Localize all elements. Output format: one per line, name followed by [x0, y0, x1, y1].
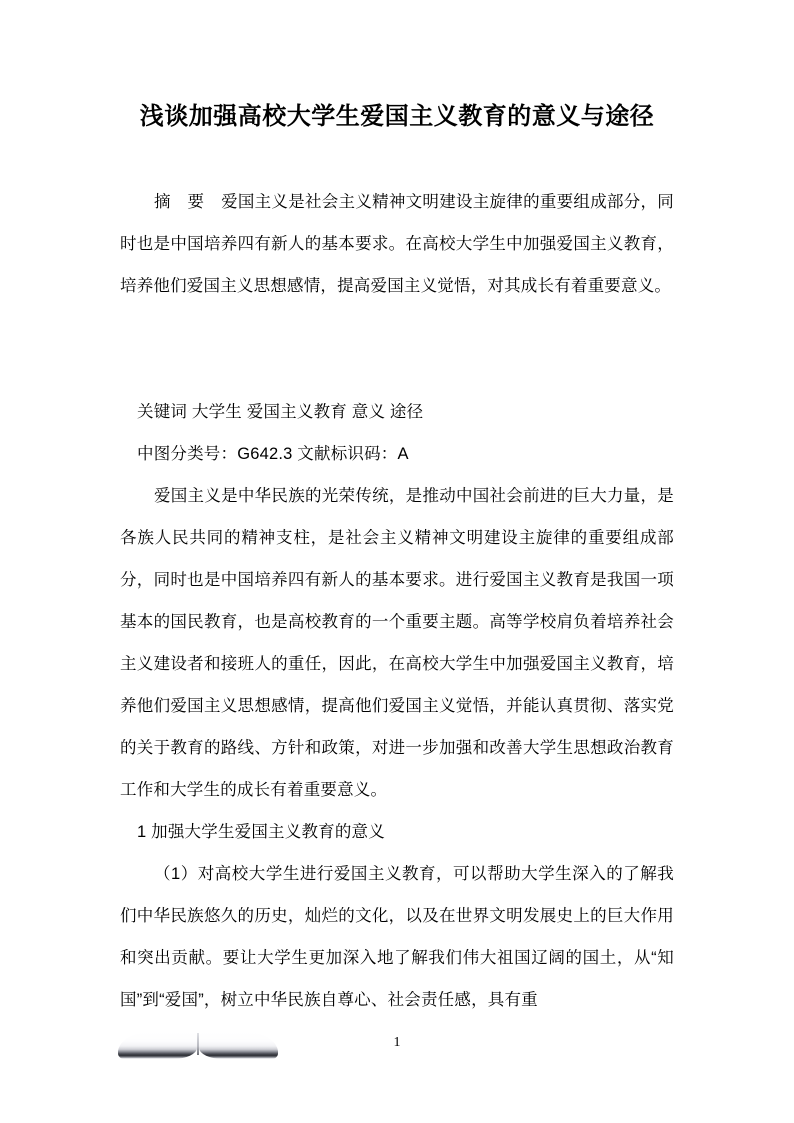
- body-paragraph-2: （1）对高校大学生进行爱国主义教育，可以帮助大学生深入的了解我们中华民族悠久的历史，灿烂的文化，以及在世界文明发展史上的巨大作用和突出贡献。要让大学生更加深入地了解我们伟大祖国辽阔的国土，从“知国”到“爱国”，树立中华民族自尊心、社会责任感，具有重: [120, 865, 674, 1009]
- section-heading-1: 1 加强大学生爱国主义教育的意义: [137, 823, 385, 841]
- keywords-line: 关键词 大学生 爱国主义教育 意义 途径: [137, 403, 424, 421]
- page-title: 浅谈加强高校大学生爱国主义教育的意义与途径: [139, 103, 655, 130]
- body-paragraph-1: 爱国主义是中华民族的光荣传统，是推动中国社会前进的巨大力量，是各族人民共同的精神支柱，是社会主义精神文明建设主旋律的重要组成部分，同时也是中国培养四有新人的基本要求。进行爱国主义教育是我国一项基本的国民教育，也是高校教育的一个重要主题。高等学校肩负着培养社会主义建设者和接班人的重任，因此，在高校大学生中加强爱国主义教育，培养他们爱国主义思想感情，提高他们爱国主义觉悟，并能认真贯彻、落实党的关于教育的路线、方针和政策，对进一步加强和改善大学生思想政治教育工作和大学生的成长有着重要意义。: [120, 487, 674, 799]
- abstract-paragraph: 摘 要 爱国主义是社会主义精神文明建设主旋律的重要组成部分，同时也是中国培养四有新人的基本要求。在高校大学生中加强爱国主义教育，培养他们爱国主义思想感情，提高爱国主义觉悟，对其成长有着重要意义。: [120, 193, 674, 295]
- page-number: 1: [393, 1035, 401, 1050]
- classification-line: 中图分类号：G642.3 文献标识码：A: [137, 445, 409, 463]
